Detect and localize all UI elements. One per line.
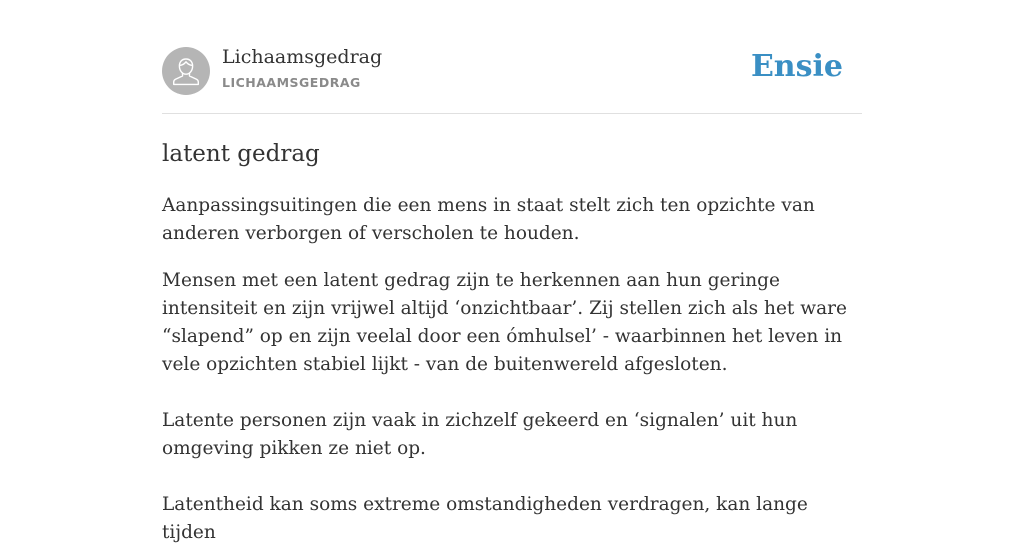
user-outline-icon: [162, 47, 210, 95]
author-avatar[interactable]: [162, 47, 210, 95]
article-paragraph: Latente personen zijn vaak in zichzelf gekeerd en ‘signalen’ uit hun omgeving pikken ze niet op.: [162, 410, 798, 459]
article-header: [162, 0, 862, 114]
author-name[interactable]: Lichaamsgedrag: [222, 46, 383, 68]
author-category[interactable]: LICHAAMSGEDRAG: [222, 75, 361, 90]
article-title: latent gedrag: [162, 141, 320, 167]
page-container: [162, 0, 862, 547]
article-paragraph: Aanpassingsuitingen die een mens in staat stelt zich ten opzichte van anderen verborgen of verscholen te houden.: [162, 195, 815, 244]
article-paragraph: Latentheid kan soms extreme omstandigheden verdragen, kan lange tijden: [162, 494, 808, 543]
ensie-logo[interactable]: Ensie: [750, 49, 843, 84]
article-paragraph: Mensen met een latent gedrag zijn te herkennen aan hun geringe intensiteit en zijn vrijwel altijd ‘onzichtbaar’. Zij stellen zich als het ware “slapend” op en zijn veelal door een ómhulsel’ - waarbinnen het leven in vele opzichten stabiel lijkt - van de buitenwereld afgesloten.: [162, 270, 847, 375]
